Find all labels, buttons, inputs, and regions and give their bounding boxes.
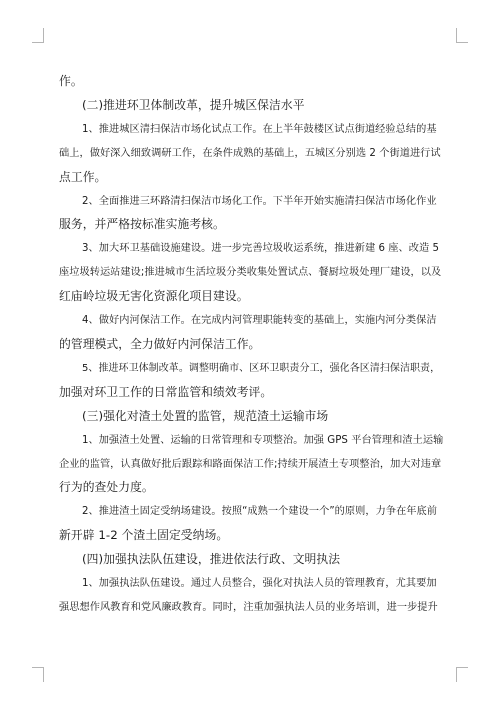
text-line: 4、做好内河保洁工作。在完成内河管理职能转变的基础上，实施内河分类保洁 (82, 315, 437, 327)
text-line: 1、加强执法队伍建设。通过人员整合，强化对执法人员的管理教育，尤其要加 (82, 578, 437, 590)
text-line: 5、推进环卫体制改革。调整明确市、区环卫职责分工，强化各区清扫保洁职责， (82, 362, 441, 374)
text-line: 1、推进城区清扫保洁市场化试点工作。在上半年鼓楼区试点街道经验总结的基 (82, 123, 437, 135)
text-line: 加强对环卫工作的日常监管和绩效考评。 (59, 384, 273, 399)
crop-mark-top-left (32, 28, 44, 43)
text-line: 座垃圾转运站建设;推进城市生活垃圾分类收集处置试点、餐厨垃圾处理厂建设，以及 (59, 267, 442, 279)
text-line: 点工作。 (59, 169, 107, 184)
text-line: 服务，并严格按标准实施考核。 (59, 217, 225, 232)
text-line: 3、加大环卫基础设施建设。进一步完善垃圾收运系统，推进新建 6 座、改造 5 (82, 243, 440, 255)
text-line: 2、全面推进三环路清扫保洁市场化工作。下半年开始实施清扫保洁市场化作业 (82, 195, 437, 207)
text-line: 红庙岭垃圾无害化资源化项目建设。 (59, 289, 249, 304)
crop-mark-top-right (456, 28, 468, 43)
crop-mark-bottom-left (32, 667, 44, 682)
section-heading: (三)强化对渣土处置的监管，规范渣土运输市场 (82, 408, 329, 423)
crop-mark-bottom-right (456, 667, 468, 682)
text-line: 作。 (59, 74, 83, 88)
text-line: 2、推进渣土固定受纳场建设。按照“成熟一个建设一个”的原则，力争在年底前 (82, 506, 438, 518)
text-line: 强思想作风教育和党风廉政教育。同时，注重加强执法人员的业务培训，进一步提升 (59, 601, 438, 613)
document-body (59, 70, 443, 620)
text-line: 企业的监管，认真做好批后跟踪和路面保洁工作;持续开展渣土专项整治，加大对违章 (59, 458, 442, 470)
section-heading: (四)加强执法队伍建设，推进依法行政、文明执法 (82, 552, 341, 567)
text-line: 1、加强渣土处置、运输的日常管理和专项整治。加强 GPS 平台管理和渣土运输 (82, 434, 444, 446)
text-line: 行为的查处力度。 (59, 480, 154, 495)
text-line: 的管理模式，全力做好内河保洁工作。 (59, 336, 261, 351)
text-line: 础上，做好深入细致调研工作，在条件成熟的基础上，五城区分别选 2 个街道进行试 (59, 147, 441, 159)
section-heading: (二)推进环卫体制改革，提升城区保洁水平 (82, 97, 305, 112)
text-line: 新开辟 1-2 个渣土固定受纳场。 (59, 528, 229, 543)
